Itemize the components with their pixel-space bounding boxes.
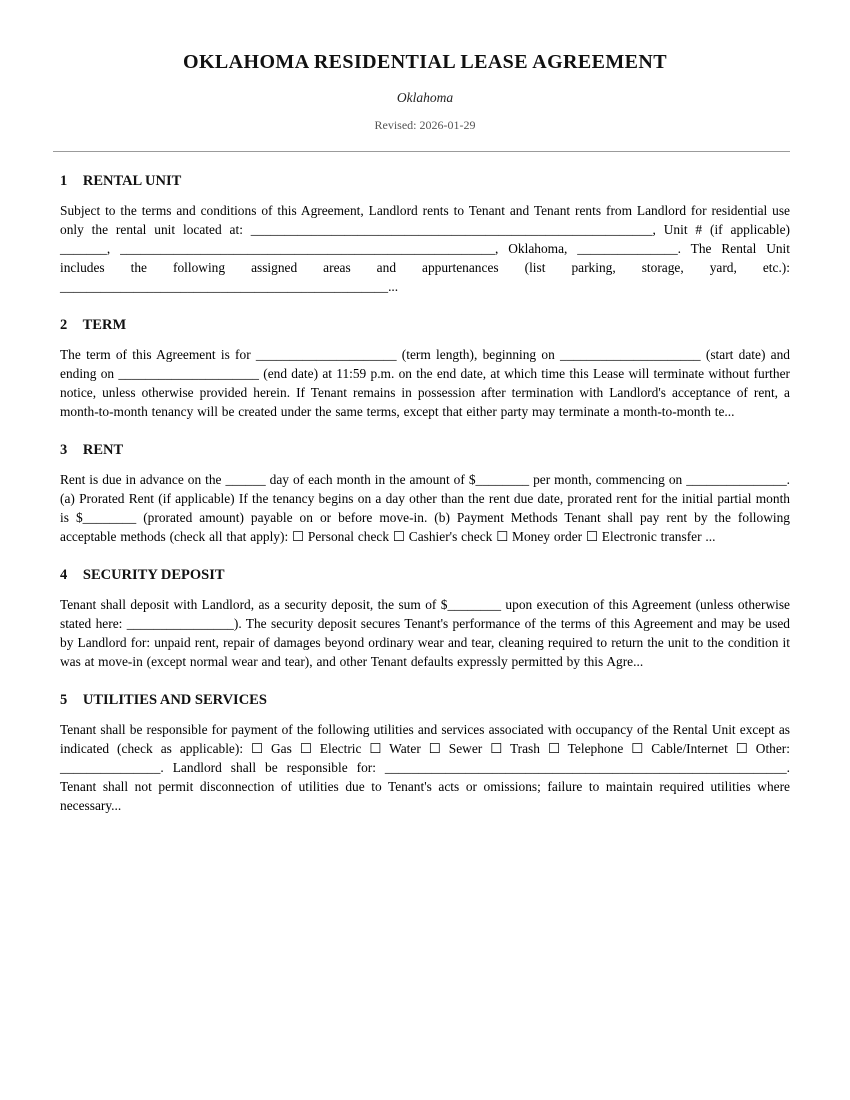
document-header (60, 50, 790, 133)
section-number: 1 (60, 173, 68, 189)
section-heading-rental-unit (60, 173, 790, 190)
section-rental-unit (60, 173, 790, 296)
section-body-term: The term of this Agreement is for _____________________ (term length), beginning on _____________________ (start date) and ending on _____________________ (end date) at 11:59 p.m. on the end date, at which time this Lease will terminate without further notice, unless otherwise provided herein. If Tenant remains in possession after termination with Landlord's acceptance of rent, a month-to-month tenancy will be created under the same terms, except that either party may terminate a month-to-month te... (60, 347, 790, 419)
section-body-rent: Rent is due in advance on the ______ day of each month in the amount of $________ per month, commencing on _______________. (a) Prorated Rent (if applicable) If the tenancy begins on a day other than the rent due date, prorated rent for the initial partial month is $________ (prorated amount) payable on or before move-in. (b) Payment Methods Tenant shall pay rent by the following acceptable methods (check all that apply): ☐ Personal check ☐ Cashier's check ☐ Money order ☐ Electronic transfer ... (60, 472, 790, 544)
section-title: RENTAL UNIT (82, 173, 182, 189)
section-heading-utilities (60, 692, 790, 709)
section-rent (60, 442, 790, 546)
section-number: 5 (60, 692, 68, 708)
section-body-security-deposit: Tenant shall deposit with Landlord, as a security deposit, the sum of $________ upon execution of this Agreement (unless otherwise stated here: ________________). The security deposit secures Tenant's performance of the terms of this Agreement and may be used by Landlord for: unpaid rent, repair of damages beyond ordinary wear and tear, cleaning required to return the unit to the condition it was at move-in (except normal wear and tear), and other Tenant defaults expressly permitted by this Agre... (60, 597, 790, 669)
section-body-utilities: Tenant shall be responsible for payment of the following utilities and services associated with occupancy of the Rental Unit except as indicated (check as applicable): ☐ Gas ☐ Electric ☐ Water ☐ Sewer ☐ Trash ☐ Telephone ☐ Cable/Internet ☐ Other: _______________. Landlord shall be responsible for: ____________________________________________________________. Tenant shall not permit disconnection of utilities due to Tenant's acts or omissions; failure to maintain required utilities where necessary... (60, 722, 790, 813)
section-number: 3 (60, 442, 68, 458)
section-term (60, 317, 790, 421)
section-heading-rent (60, 442, 790, 459)
section-number: 2 (60, 317, 68, 333)
document-title: OKLAHOMA RESIDENTIAL LEASE AGREEMENT (183, 51, 667, 73)
section-heading-term (60, 317, 790, 334)
document-subtitle: Oklahoma (396, 90, 454, 105)
section-security-deposit (60, 567, 790, 671)
section-body-rental-unit: Subject to the terms and conditions of this Agreement, Landlord rents to Tenant and Tenant rents from Landlord for residential use only the rental unit located at: ____________________________________________________________, Unit # (if applicable) _______, ________________________________________________________, Oklahoma, _______________. The Rental Unit includes the following assigned areas and appurtenances (list parking, storage, yard, etc.): _________________________________________________... (60, 203, 790, 294)
section-title: UTILITIES AND SERVICES (82, 692, 267, 708)
section-title: RENT (82, 442, 124, 458)
section-title: TERM (82, 317, 127, 333)
section-number: 4 (60, 567, 68, 583)
section-heading-security-deposit (60, 567, 790, 584)
section-title: SECURITY DEPOSIT (82, 567, 225, 583)
section-utilities-and-services (60, 692, 790, 815)
document-revised-date: Revised: 2026-01-29 (374, 118, 476, 132)
header-divider (53, 151, 790, 152)
